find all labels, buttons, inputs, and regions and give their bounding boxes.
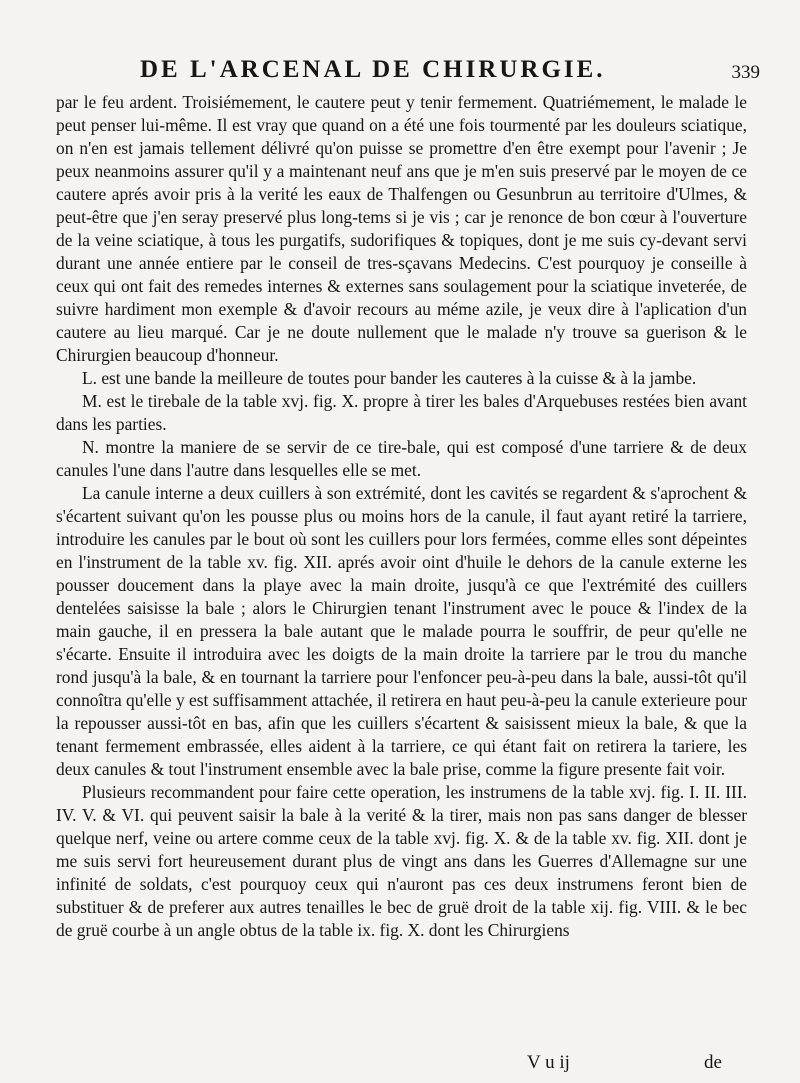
paragraph-canule: La canule interne a deux cuillers à son extrémité, dont les cavités se regardent & s'aprochent & s'écartent suivant qu'on les pousse plus ou moins hors de la canule, il faut ayant retiré la tarriere, introduire les canules par le bout où sont les cuillers pour lors fermées, comme elles sont dépeintes en l'instrument de la table xv. fig. XII. aprés avoir oint d'huile le dehors de la canule externe les pousser doucement dans la playe avec la main droite, jusqu'à ce que l'extrémité des cuillers dentelées saisisse la bale ; alors le Chirurgien tenant l'instrument avec le pouce & l'index de la main gauche, il en pressera la bale autant que le malade pourra le souffrir, de peur qu'elle ne s'écarte. Ensuite il introduira avec les doigts de la main droite la tarriere par le trou du manche rond jusqu'à la bale, & en tournant la tarriere pour l'enfoncer peu-à-peu dans la bale, aussi-tôt qu'il connoîtra qu'elle y est suffisamment attachée, il retirera en haut peu-à-peu la canule exterieure pour la repousser aussi-tôt en bas, afin que les cuillers s'écartent & saisissent mieux la bale, & que la tenant fermement embrassée, elles aident à la tarriere, ce qui étant fait on retirera la tariere, les deux canules & tout l'instrument ensemble avec la bale prise, comme la figure presente fait voir. <box>56 483 747 779</box>
page-header <box>120 52 760 92</box>
paragraph-item-l: L. est une bande la meilleure de toutes pour bander les cauteres à la cuisse & à la jambe. <box>82 368 697 388</box>
paragraph-continuation: par le feu ardent. Troisiémement, le cautere peut y tenir fermement. Quatriémement, le malade le peut penser lui-même. Il est vray que quand on a été une fois tourmenté par les douleurs sciatique, on n'en est jamais tellement délivré qu'on puisse se promettre d'en être exempt pour l'avenir ; Je peux neanmoins assurer qu'il y a maintenant neuf ans que je m'en suis preservé par le moyen de ce cautere aprés avoir pris à la verité les eaux de Thalfengen ou Gesunbrun au territoire d'Ulmes, & peut-être que j'en seray preservé plus long-tems si je vis ; car je renonce de bon cœur à l'ouverture de la veine sciatique, à tous les purgatifs, sudorifiques & topiques, dont je me suis cy-devant servi durant une année entiere par le conseil de tres-sçavans Medecins. C'est pourquoy je conseille à ceux qui ont fait des remedes internes & externes sans soulagement pour la sciatique inveterée, de suivre hardiment mon exemple & d'avoir recours au méme azile, je veux dire à l'aplication d'un cautere au lieu marqué. Car je ne doute nullement que le malade n'y trouve sa guerison & le Chirurgien beaucoup d'honneur. <box>56 92 747 365</box>
paragraph-plusieurs: Plusieurs recommandent pour faire cette operation, les instrumens de la table xvj. fig. I. II. III. IV. V. & VI. qui peuvent saisir la bale à la verité & la tirer, mais non pas sans danger de blesser quelque nerf, veine ou artere comme ceux de la table xvj. fig. X. & de la table xv. fig. XII. dont je me suis servi fort heureusement durant plus de vingt ans dans les Guerres d'Allemagne sur une infinité de soldats, c'est pourquoy ceux qui n'auront pas ces deux instrumens feront bien de substituer & de preferer aux autres tenailles le bec de gruë droit de la table xij. fig. VIII. & le bec de gruë courbe à un angle obtus de la table ix. fig. X. dont les Chirurgiens <box>56 782 747 940</box>
paragraph-item-m: M. est le tirebale de la table xvj. fig. X. propre à tirer les bales d'Arquebuses restées bien avant dans les parties. <box>56 391 747 434</box>
paragraph-item-n: N. montre la maniere de se servir de ce tire-bale, qui est composé d'une tarriere & de deux canules l'une dans l'autre dans lesquelles elle se met. <box>56 437 747 480</box>
running-title: DE L'ARCENAL DE CHIRURGIE. <box>140 56 606 83</box>
signature-mark: V u ij <box>527 1052 570 1073</box>
page-footer <box>0 1050 800 1080</box>
catchword: de <box>704 1052 722 1073</box>
page-number: 339 <box>731 62 760 83</box>
body-text <box>56 91 747 942</box>
